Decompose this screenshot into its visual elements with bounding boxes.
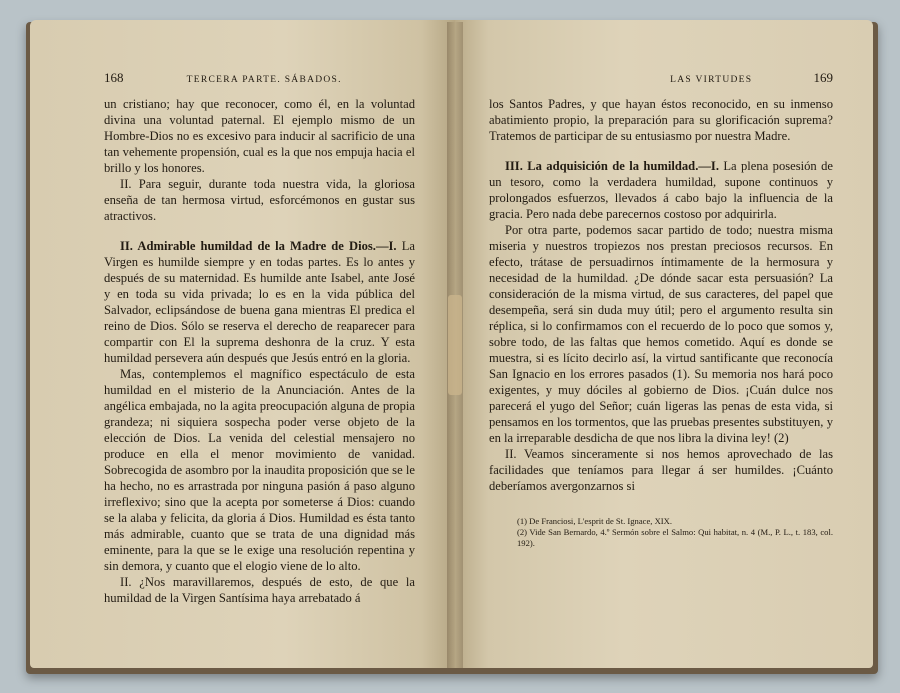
section-paragraph: [104, 238, 415, 366]
left-running-head: TERCERA PARTE. SÁBADOS.: [186, 75, 342, 85]
footnotes: [489, 516, 833, 549]
right-running-head: LAS VIRTUDES: [670, 75, 753, 85]
paragraph: II. Para seguir, durante toda nuestra vida, la gloriosa enseña de tan hermosa virtud, esforcémonos en gustar sus atractivos.: [104, 177, 415, 223]
left-page-header: [104, 70, 415, 86]
section-heading: II. Admirable humildad de la Madre de Dios.—I.: [120, 239, 397, 253]
right-page: [455, 20, 873, 668]
left-page-number: 168: [104, 70, 124, 85]
section-paragraph: [489, 158, 833, 222]
left-page-body: [104, 96, 415, 606]
paragraph: La plena posesión de un tesoro, como la verdadera humildad, supone continuos y prolongados esfuerzos, llevados á cabo bajo la influencia de la gracia. Pero nada debe parecernos costoso por adquirirla.: [489, 159, 833, 221]
torn-binding: [448, 295, 462, 395]
paragraph: II. Veamos sinceramente si nos hemos aprovechado de las facilidades que teníamos para llegar á ser humildes. ¡Cuánto deberíamos avergonzarnos si: [489, 447, 833, 493]
paragraph: II. ¿Nos maravillaremos, después de esto, de que la humildad de la Virgen Santísima haya arrebatado á: [104, 575, 415, 605]
footnote: (1) De Franciosi, L'esprit de St. Ignace, XIX.: [517, 516, 672, 526]
paragraph: La Virgen es humilde siempre y en todas partes. Es lo antes y después de su maternidad. Es humilde ante Isabel, ante José y en toda su vida privada; lo es en la vida pública del Salvador, eclipsándose de buena gana mientras El predica el reino de Dios. Sólo se reserva el derecho de reaparecer para compartir con El la suprema deshonra de la cruz. Y esta humildad persevera aún después que Jesús entró en la gloria.: [104, 239, 415, 365]
footnote: (2) Vide San Bernardo, 4.º Sermón sobre el Salmo: Qui habitat, n. 4 (M., P. L., t. 183, col. 192).: [517, 527, 833, 548]
right-page-body: [489, 96, 833, 494]
paragraph: Mas, contemplemos el magnífico espectáculo de esta humildad en el misterio de la Anunciación. Antes de la angélica embajada, no la agita preocupación alguna de propia grandeza; ni siquiera sospecha poder verse objeto de la elección de Dios. La venida del celestial mensajero no produce en ella el menor movimiento de vanidad. Sobrecogida de asombro por la inaudita proposición que se le ha hecho, no es arrastrada por ninguna pasión á paso alguno irreflexivo; sino que la acepta por someterse á Dios: cuando se la alaba y felicita, da gloria á Dios. Humildad es ésta tanto más admirable, cuanto que se trata de una dignidad más eminente, para la que se le exige una resolución repentina y sin demora, y cuanto que el elogio viene de lo alto.: [104, 367, 415, 573]
paragraph: un cristiano; hay que reconocer, como él, en la voluntad divina una voluntad paternal. El ejemplo mismo de un Hombre-Dios no es excesivo para inducir al sacrificio de una tan vehemente propensión, cual es la que nos empuja hacia el brillo y los honores.: [104, 97, 415, 175]
left-page: [30, 20, 455, 668]
right-page-header: [489, 70, 833, 86]
section-heading: III. La adquisición de la humildad.—I.: [505, 159, 719, 173]
right-page-number: 169: [813, 70, 833, 85]
paragraph: Por otra parte, podemos sacar partido de todo; nuestra misma miseria y nuestros tropiezos nos prestan preciosos recursos. En efecto, trátase de persuadirnos íntimamente de la hermosura y necesidad de la humildad. ¿De dónde sacar esta persuasión? La consideración de la misma virtud, de sus caracteres, del papel que desempeña, será sin duda muy útil; pero el argumento resulta sin réplica, si lo confirmamos con el recuerdo de lo poco que somos y, sobre todo, de las faltas que hemos cometido. Aquí es donde se muestra, si es lícito decirlo así, la virtud santificante que reconocía San Ignacio en los errores pasados (1). Su memoria nos hará poco exigentes, y muy dóciles al gobierno de Dios. ¡Cuán dulce nos parecerá el yugo del Señor; cuán ligeras las penas de esta vida, si pensamos en los tormentos, que las pruebas presentes substituyen, y en la irreparable desdicha de que nos libra la divina ley! (2): [489, 223, 833, 445]
paragraph: los Santos Padres, y que hayan éstos reconocido, en su inmenso abatimiento propio, la preparación para su glorificación suprema? Tratemos de participar de su entusiasmo por nuestra Madre.: [489, 97, 833, 143]
